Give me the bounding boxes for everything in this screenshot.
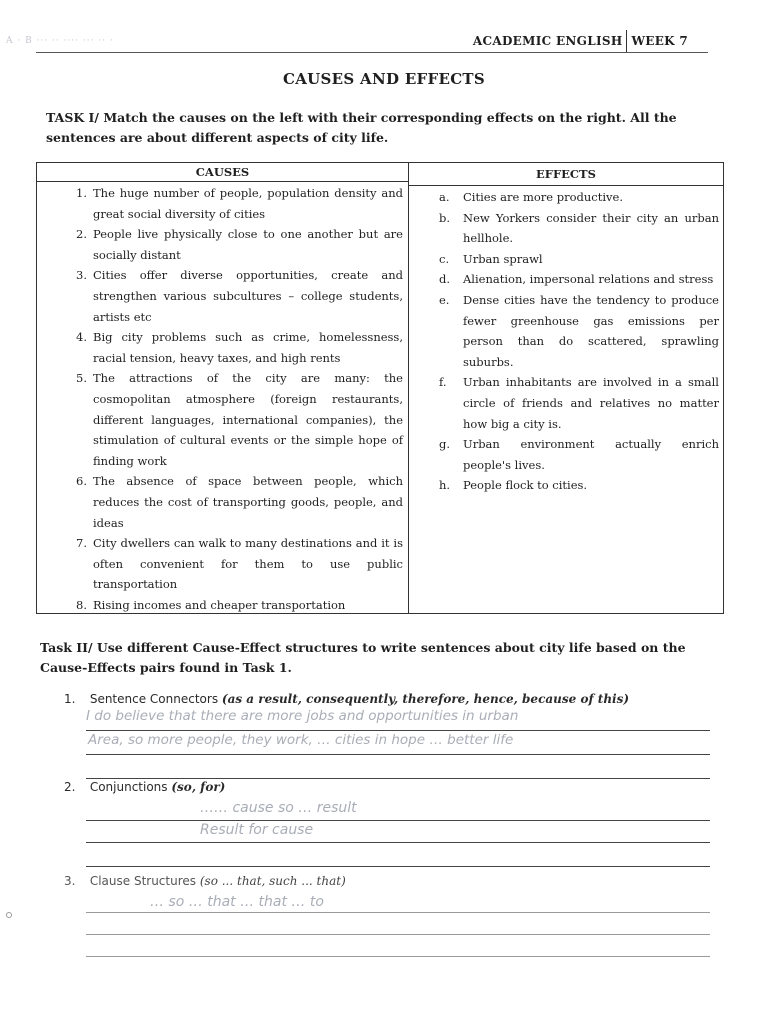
effect-text: Urban environment actually enrich people's lives.: [463, 437, 719, 472]
task2-instruction: Task II/ Use different Cause-Effect structures to write sentences about city life based on the Cause-Effects pairs found in Task 1.: [40, 640, 686, 675]
question-number: 3.: [64, 874, 76, 888]
task1-instruction: TASK I/ Match the causes on the left with their corresponding effects on the right. All the sentences are about different aspects of city life.: [46, 110, 677, 145]
handwritten-answer: Result for cause: [200, 822, 314, 838]
effect-letter: c.: [439, 251, 450, 266]
effects-list: [415, 187, 719, 496]
effect-letter: a.: [439, 190, 450, 204]
causes-header-rule: [37, 181, 408, 182]
answer-line[interactable]: [86, 912, 710, 913]
effect-letter: d.: [439, 272, 451, 287]
question-hint: (as a result, consequently, therefore, hence, because of this): [221, 692, 630, 706]
cause-number: 2.: [76, 227, 87, 242]
cause-number: 5.: [76, 371, 87, 386]
answer-line[interactable]: [86, 866, 710, 867]
cause-number: 7.: [76, 536, 87, 551]
cause-item: [43, 265, 403, 327]
effect-item: [415, 290, 719, 372]
effect-letter: h.: [439, 478, 451, 493]
cause-number: 6.: [76, 474, 87, 489]
answer-line[interactable]: [86, 934, 710, 935]
cause-item: [43, 327, 403, 368]
cause-number: 1.: [76, 186, 87, 200]
header-rule: [36, 52, 708, 53]
effect-text: Urban sprawl: [463, 251, 543, 266]
effect-letter: e.: [439, 292, 450, 307]
cause-item: [43, 533, 403, 595]
cause-item: [43, 595, 403, 616]
question-hint: (so ... that, such ... that): [199, 874, 346, 888]
handwritten-answer: I do believe that there are more jobs and opportunities in urban: [86, 708, 519, 724]
page-header: [473, 30, 688, 52]
answer-line[interactable]: [86, 820, 710, 821]
cause-text: City dwellers can walk to many destinations and it is often convenient for them to use public transportation: [93, 536, 403, 592]
answer-line[interactable]: [86, 778, 710, 779]
effect-letter: b.: [439, 210, 451, 225]
question-sentence-connectors: [64, 692, 629, 706]
cause-item: [43, 224, 403, 265]
course-title: ACADEMIC ENGLISH: [472, 34, 623, 48]
question-label: Sentence Connectors: [89, 692, 219, 706]
effect-item: [415, 372, 719, 434]
effect-text: New Yorkers consider their city an urban hellhole.: [463, 210, 719, 246]
cause-effect-table: [36, 162, 724, 614]
cause-text: Rising incomes and cheaper transportation: [93, 597, 346, 612]
effect-item: [415, 475, 719, 496]
causes-header: CAUSES: [195, 165, 250, 179]
answer-line[interactable]: [86, 842, 710, 843]
effects-header: EFFECTS: [536, 167, 596, 181]
effect-item: [415, 208, 719, 249]
causes-list: [43, 183, 403, 615]
answer-line[interactable]: [86, 730, 710, 731]
cause-text: The absence of space between people, which reduces the cost of transporting goods, people, and ideas: [93, 474, 403, 530]
cause-text: Big city problems such as crime, homelessness, racial tension, heavy taxes, and high rents: [93, 330, 403, 365]
handwritten-answer: …… cause so … result: [200, 800, 357, 816]
effect-letter: g.: [439, 437, 451, 452]
question-conjunctions: [64, 780, 225, 794]
answer-line[interactable]: [86, 754, 710, 755]
bleed-through-text: A · B ··· ·· ···· ··· ·· ·: [6, 36, 114, 46]
margin-mark: [6, 912, 12, 918]
header-separator: [626, 30, 627, 52]
effect-text: Cities are more productive.: [463, 190, 623, 204]
question-label: Clause Structures: [89, 874, 197, 888]
question-hint: (so, for): [171, 780, 226, 794]
effect-text: Alienation, impersonal relations and stress: [463, 272, 714, 287]
question-number: 2.: [64, 780, 76, 794]
answer-line[interactable]: [86, 956, 710, 957]
effect-letter: f.: [439, 375, 447, 390]
effect-text: Dense cities have the tendency to produce fewer greenhouse gas emissions per person than do scattered, sprawling suburbs.: [463, 292, 719, 369]
cause-text: People live physically close to one another but are socially distant: [93, 227, 403, 262]
handwritten-answer: … so … that … that … to: [150, 894, 324, 910]
cause-number: 3.: [76, 268, 87, 283]
effect-item: [415, 269, 719, 290]
effect-item: [415, 249, 719, 270]
effects-header-rule: [409, 185, 723, 186]
cause-item: [43, 183, 403, 224]
question-number: 1.: [64, 692, 76, 706]
cause-item: [43, 471, 403, 533]
question-label: Conjunctions: [89, 780, 168, 794]
cause-number: 8.: [76, 597, 87, 612]
cause-text: The attractions of the city are many: the cosmopolitan atmosphere (foreign restaurants, different languages, international companies), the stimulation of cultural events or the simple hope of finding work: [93, 371, 403, 468]
cause-text: Cities offer diverse opportunities, create and strengthen various subcultures – college students, artists etc: [93, 268, 403, 324]
cause-item: [43, 368, 403, 471]
handwritten-answer: Area, so more people, they work, … cities in hope … better life: [88, 732, 514, 748]
page-title: CAUSES AND EFFECTS: [282, 70, 486, 88]
question-clause-structures: [64, 874, 346, 888]
effect-item: [415, 434, 719, 475]
effect-item: [415, 187, 719, 208]
effect-text: Urban inhabitants are involved in a small circle of friends and relatives no matter how big a city is.: [463, 375, 719, 431]
column-divider: [408, 163, 409, 613]
effect-text: People flock to cities.: [463, 478, 588, 493]
cause-number: 4.: [76, 330, 87, 345]
week-label: WEEK 7: [631, 34, 688, 48]
cause-text: The huge number of people, population density and great social diversity of cities: [93, 186, 403, 221]
